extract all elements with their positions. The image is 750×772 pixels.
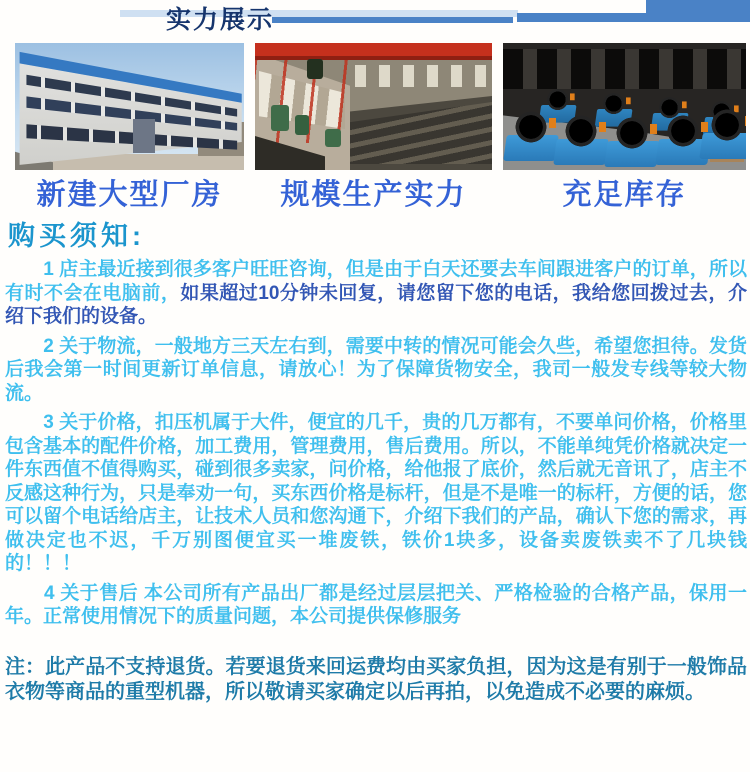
notice-paragraph-4: 4 关于售后 本公司所有产品出厂都是经过层层把关、严格检验的合格产品，保用一年。正常使用情况下的质量问题，本公司提供保修服务: [5, 582, 747, 627]
notice-paragraph-1-light: 1 店主最近接到很多客户旺旺咨询，但是由于白天还要去车间跟进客户的订单，所以有时不会在电脑前，: [5, 259, 747, 304]
photo-decor: [271, 105, 289, 131]
section-title: 实力展示: [166, 6, 275, 34]
photo-decor: [295, 115, 309, 135]
photo-decor: [255, 56, 492, 60]
machine-inventory-photo: [503, 43, 746, 170]
header-decor-bar-medium-2: [517, 13, 647, 22]
photo-decor: [307, 59, 323, 79]
no-return-note: 注：此产品不支持退货。若要退货来回运费均由买家负担，因为这是有别于一般饰品衣物等商品的重型机器，所以敬请买家确定以后再拍，以免造成不必要的麻烦。: [5, 655, 747, 703]
purchase-notice-body: [5, 258, 747, 711]
photo-caption-production: 规模生产实力: [280, 179, 467, 211]
machine-shape: [555, 113, 611, 165]
photo-decor: [325, 129, 341, 147]
photo-decor: [355, 65, 492, 87]
machine-shape: [606, 115, 662, 167]
notice-paragraph-1-highlight: 如果超过10分钟未回复，请您留下您的电话，我给您回拨过去，介绍下我们的设备。: [5, 282, 747, 327]
photo-decor: [255, 43, 492, 56]
purchase-notice-heading: 购买须知:: [8, 221, 145, 251]
notice-paragraph-1: [5, 258, 747, 329]
machine-shape: [505, 109, 561, 161]
photo-decor: [133, 119, 155, 153]
machine-shape: [701, 107, 746, 159]
factory-building-photo: [15, 43, 244, 170]
photo-caption-factory: 新建大型厂房: [36, 179, 223, 211]
header-decor-bar-medium-1: [272, 17, 513, 23]
notice-paragraph-2: 2 关于物流，一般地方三天左右到，需要中转的情况可能会久些，希望您担待。发货后我会第一时间更新订单信息，请放心！为了保障货物安全，我司一般发专线等较大物流。: [5, 335, 747, 404]
notice-paragraph-3: 3 关于价格，扣压机属于大件，便宜的几千，贵的几万都有，不要单问价格，价格里包含基本的配件价格，加工费用，管理费用，售后费用。所以，不能单纯凭价格就决定一件东西值不值得购买，碰到很多卖家，问价格，给他报了底价，然后就无音讯了，店主不反感这种行为，只是奉劝一句，买东西价格是标杆，但是不是唯一的标杆，方便的话，您可以留个电话给店主，让技术人员和您沟通下，介绍下我们的产品，确认下您的需求，再做决定也不迟，千万别图便宜买一堆废铁，铁价1块多，设备卖废铁卖不了几块钱的！！！: [5, 412, 747, 574]
photo-caption-inventory: 充足库存: [562, 179, 687, 211]
workshop-production-photo: [255, 43, 492, 170]
photo-decor: [503, 49, 746, 89]
header-decor-block: [646, 0, 750, 22]
